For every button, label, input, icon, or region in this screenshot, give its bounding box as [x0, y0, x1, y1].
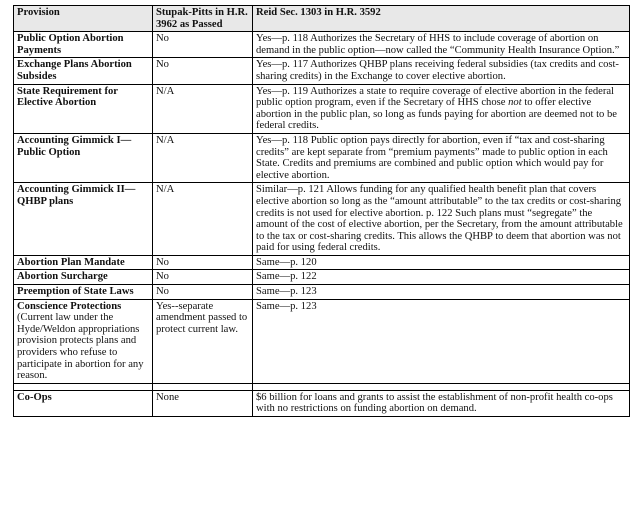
- reid-cell: Same—p. 122: [253, 270, 630, 285]
- stupak-cell: N/A: [153, 84, 253, 133]
- header-provision: Provision: [14, 6, 153, 32]
- stupak-cell: No: [153, 32, 253, 58]
- stupak-cell: No: [153, 58, 253, 84]
- provision-cell: Exchange Plans Abortion Subsides: [14, 58, 153, 84]
- header-stupak: Stupak-Pitts in H.R. 3962 as Passed: [153, 6, 253, 32]
- header-reid: Reid Sec. 1303 in H.R. 3592: [253, 6, 630, 32]
- provision-cell: Public Option Abortion Payments: [14, 32, 153, 58]
- provision-cell: Abortion Plan Mandate: [14, 255, 153, 270]
- reid-text-emphasis: not: [508, 97, 522, 109]
- table-row: [14, 270, 630, 285]
- reid-cell: Yes—p. 118 Authorizes the Secretary of HHS to include coverage of abortion on demand in the public option—now called the “Community Health Insurance Option.”: [253, 32, 630, 58]
- comparison-document: [13, 5, 629, 417]
- table-row: [14, 183, 630, 256]
- provision-cell: Accounting Gimmick I—Public Option: [14, 133, 153, 182]
- reid-text-before: Yes—p. 119 Authorizes a state to require coverage of elective abortion in the federal public option program, even if the Secretary of HHS chose: [256, 85, 615, 109]
- provision-cell: Accounting Gimmick II—QHBP plans: [14, 183, 153, 256]
- stupak-cell: No: [153, 270, 253, 285]
- reid-cell: Same—p. 123: [253, 299, 630, 383]
- reid-cell: $6 billion for loans and grants to assist the establishment of non-profit health co-ops with no restrictions on funding abortion on demand.: [253, 390, 630, 416]
- reid-cell: [253, 84, 630, 133]
- table-row: [14, 390, 630, 416]
- table-row: [14, 58, 630, 84]
- stupak-cell: None: [153, 390, 253, 416]
- provision-cell: [14, 299, 153, 383]
- reid-cell: Same—p. 123: [253, 285, 630, 300]
- spacer-cell: [14, 383, 153, 390]
- reid-cell: Yes—p. 117 Authorizes QHBP plans receiving federal subsidies (tax credits and cost-sharing credits) in the Exchange to cover elective abortion.: [253, 58, 630, 84]
- table-row: [14, 32, 630, 58]
- stupak-cell: Yes--separate amendment passed to protect current law.: [153, 299, 253, 383]
- table-row: [14, 299, 630, 383]
- stupak-cell: N/A: [153, 183, 253, 256]
- stupak-cell: No: [153, 285, 253, 300]
- table-row: [14, 255, 630, 270]
- spacer-cell: [153, 383, 253, 390]
- reid-cell: Same—p. 120: [253, 255, 630, 270]
- provision-cell: Abortion Surcharge: [14, 270, 153, 285]
- spacer-cell: [253, 383, 630, 390]
- provision-cell: Co-Ops: [14, 390, 153, 416]
- provision-title: Conscience Protections: [17, 300, 122, 312]
- reid-cell: Yes—p. 118 Public option pays directly for abortion, even if “tax and cost-sharing credits” are kept separate from “premium payments” made to public option in each State. Credits and premiums are combined and public option which would pay for elective abortion.: [253, 133, 630, 182]
- table-row: [14, 133, 630, 182]
- spacer-row: [14, 383, 630, 390]
- table-row: [14, 285, 630, 300]
- header-row: [14, 6, 630, 32]
- stupak-cell: N/A: [153, 133, 253, 182]
- reid-cell: Similar—p. 121 Allows funding for any qualified health benefit plan that covers elective abortion so long as the “amount attributable” to the tax credits or cost-sharing credits is not used for elective abortion. p. 122 Such plans must “segregate” the amount of the cost of elective abortion, per the Secretary, from the amount attributable to the tax or cost-sharing credits. This allows the QHBP to deem that abortion was not paid for using federal credits.: [253, 183, 630, 256]
- provision-cell: Preemption of State Laws: [14, 285, 153, 300]
- stupak-cell: No: [153, 255, 253, 270]
- comparison-table: [13, 5, 630, 417]
- provision-cell: State Requirement for Elective Abortion: [14, 84, 153, 133]
- provision-note: (Current law under the Hyde/Weldon appropriations provision protects plans and providers who refuse to participate in abortion for any reason.: [17, 312, 144, 382]
- reid-text-after: to offer elective abortion in the public plan, so long as funds paying for abortion are deemed not to be federal credits.: [256, 97, 617, 132]
- table-row: [14, 84, 630, 133]
